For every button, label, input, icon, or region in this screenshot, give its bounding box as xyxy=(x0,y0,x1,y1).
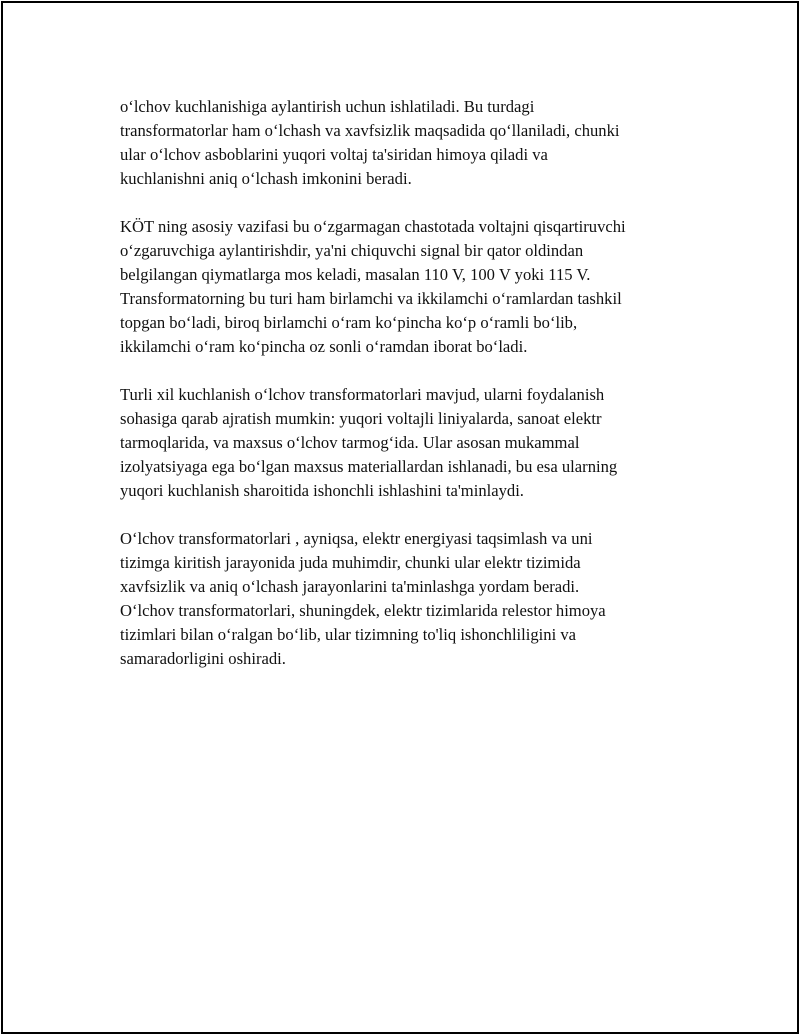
paragraph-1 xyxy=(120,95,720,191)
paragraph-gap xyxy=(120,359,720,383)
text-line: xavfsizlik va aniq o‘lchash jarayonlarini ta'minlashga yordam beradi. xyxy=(120,577,580,596)
text-line: ular o‘lchov asboblarini yuqori voltaj ta'siridan himoya qiladi va xyxy=(120,145,548,164)
text-line: o‘zgaruvchiga aylantirishdir, ya'ni chiquvchi signal bir qator oldindan xyxy=(120,241,584,260)
text-line: ikkilamchi o‘ram ko‘pincha oz sonli o‘ramdan iborat bo‘ladi. xyxy=(120,337,528,356)
paragraph-2 xyxy=(120,215,720,359)
text-line: KÖT ning asosiy vazifasi bu o‘zgarmagan chastotada voltajni qisqartiruvchi xyxy=(120,217,626,236)
text-line: tarmoqlarida, va maxsus o‘lchov tarmog‘ida. Ular asosan mukammal xyxy=(120,433,580,452)
text-line: Transformatorning bu turi ham birlamchi va ikkilamchi o‘ramlardan tashkil xyxy=(120,289,622,308)
text-line: tizimlari bilan o‘ralgan bo‘lib, ular tizimning to'liq ishonchliligini va xyxy=(120,625,577,644)
text-line: O‘lchov transformatorlari , ayniqsa, elektr energiyasi taqsimlash va uni xyxy=(120,529,593,548)
text-line: tizimga kiritish jarayonida juda muhimdir, chunki ular elektr tizimida xyxy=(120,553,581,572)
text-line: topgan bo‘ladi, biroq birlamchi o‘ram ko‘pincha ko‘p o‘ramli bo‘lib, xyxy=(120,313,578,332)
text-line: transformatorlar ham o‘lchash va xavfsizlik maqsadida qo‘llaniladi, chunki xyxy=(120,121,620,140)
text-line: kuchlanishni aniq o‘lchash imkonini beradi. xyxy=(120,169,412,188)
paragraph-3 xyxy=(120,383,720,503)
page-frame xyxy=(1,1,799,1034)
text-line: izolyatsiyaga ega bo‘lgan maxsus materiallardan ishlanadi, bu esa ularning xyxy=(120,457,618,476)
text-line: sohasiga qarab ajratish mumkin: yuqori voltajli liniyalarda, sanoat elektr xyxy=(120,409,602,428)
text-line: yuqori kuchlanish sharoitida ishonchli ishlashini ta'minlaydi. xyxy=(120,481,524,500)
paragraph-gap xyxy=(120,191,720,215)
paragraph-4 xyxy=(120,527,720,671)
document-body xyxy=(120,95,720,671)
text-line: O‘lchov transformatorlari, shuningdek, elektr tizimlarida relestor himoya xyxy=(120,601,606,620)
text-line: o‘lchov kuchlanishiga aylantirish uchun ishlatiladi. Bu turdagi xyxy=(120,97,535,116)
text-line: samaradorligini oshiradi. xyxy=(120,649,286,668)
paragraph-gap xyxy=(120,503,720,527)
text-line: Turli xil kuchlanish o‘lchov transformatorlari mavjud, ularni foydalanish xyxy=(120,385,605,404)
text-line: belgilangan qiymatlarga mos keladi, masalan 110 V, 100 V yoki 115 V. xyxy=(120,265,591,284)
